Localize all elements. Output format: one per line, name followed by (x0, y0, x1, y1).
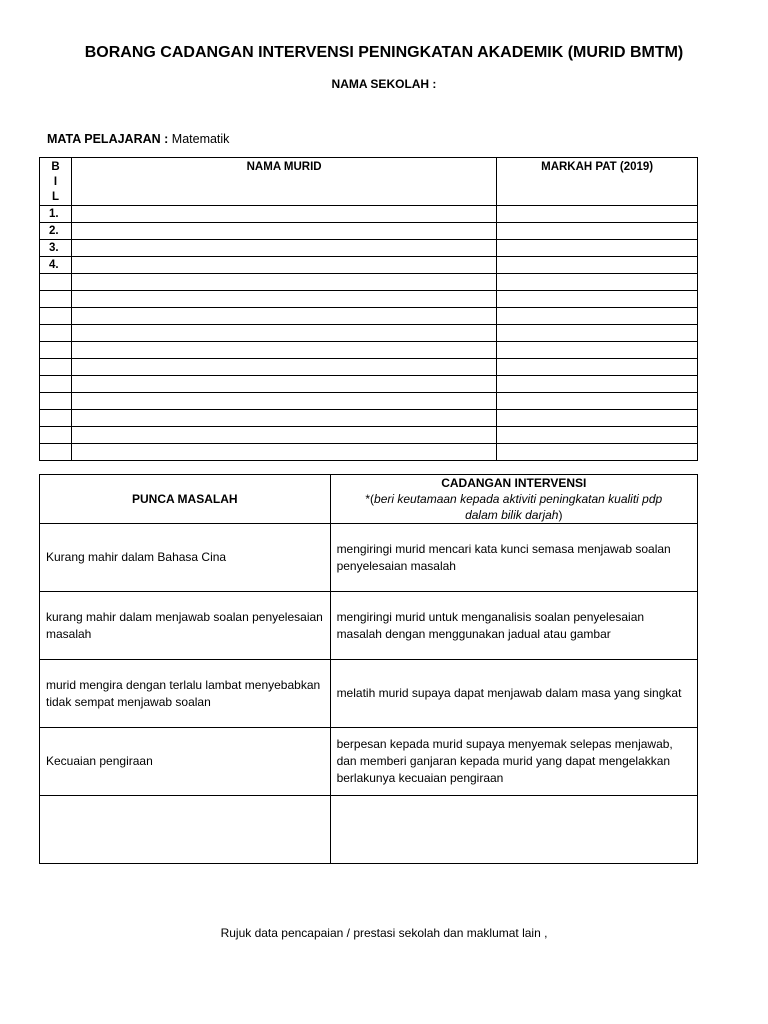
row-number-cell (40, 410, 72, 427)
col-cause-header: PUNCA MASALAH (40, 475, 331, 524)
footer-note: Rujuk data pencapaian / prestasi sekolah dan maklumat lain , (220, 926, 548, 940)
row-number-cell: 3. (40, 240, 72, 257)
student-table-header (40, 158, 698, 206)
student-mark-cell[interactable] (497, 223, 698, 240)
intervention-cell: mengiringi murid mencari kata kunci semasa menjawab soalan penyelesaian masalah (330, 524, 697, 592)
student-name-cell[interactable] (71, 393, 496, 410)
row-number-cell (40, 376, 72, 393)
row-number-cell: 4. (40, 257, 72, 274)
student-row (40, 291, 698, 308)
student-row (40, 206, 698, 223)
subject-line (47, 132, 229, 146)
student-table (39, 157, 698, 461)
form-title: BORANG CADANGAN INTERVENSI PENINGKATAN AKADEMIK (MURID BMTM) (84, 44, 684, 61)
student-mark-cell[interactable] (497, 444, 698, 461)
student-row (40, 427, 698, 444)
student-mark-cell[interactable] (497, 291, 698, 308)
student-name-cell[interactable] (71, 410, 496, 427)
intervention-row (40, 660, 698, 728)
cause-cell: kurang mahir dalam menjawab soalan penyelesaian masalah (40, 592, 331, 660)
subject-value: Matematik (171, 132, 230, 146)
row-number-cell: 1. (40, 206, 72, 223)
student-name-cell[interactable] (71, 206, 496, 223)
student-mark-cell[interactable] (497, 427, 698, 444)
row-number-cell (40, 325, 72, 342)
student-row (40, 359, 698, 376)
intervention-row (40, 796, 698, 864)
student-mark-cell[interactable] (497, 325, 698, 342)
student-name-cell[interactable] (71, 444, 496, 461)
cause-cell (40, 796, 331, 864)
intervention-cell: mengiringi murid untuk menganalisis soalan penyelesaian masalah dengan menggunakan jadual atau gambar (330, 592, 697, 660)
student-mark-cell[interactable] (497, 240, 698, 257)
intervention-cell: melatih murid supaya dapat menjawab dalam masa yang singkat (330, 660, 697, 728)
intervention-table (39, 474, 698, 864)
row-number-cell (40, 291, 72, 308)
student-name-cell[interactable] (71, 342, 496, 359)
student-mark-cell[interactable] (497, 376, 698, 393)
student-row (40, 308, 698, 325)
student-row (40, 342, 698, 359)
col-mark-header: MARKAH PAT (2019) (497, 158, 698, 206)
intervention-header-title: CADANGAN INTERVENSI (441, 476, 587, 490)
student-row (40, 223, 698, 240)
col-name-header: NAMA MURID (71, 158, 496, 206)
student-row (40, 444, 698, 461)
student-mark-cell[interactable] (497, 410, 698, 427)
student-name-cell[interactable] (71, 359, 496, 376)
row-number-cell (40, 393, 72, 410)
student-name-cell[interactable] (71, 325, 496, 342)
student-name-cell[interactable] (71, 240, 496, 257)
student-name-cell[interactable] (71, 308, 496, 325)
student-row (40, 274, 698, 291)
cause-cell: murid mengira dengan terlalu lambat menyebabkan tidak sempat menjawab soalan (40, 660, 331, 728)
row-number-cell: 2. (40, 223, 72, 240)
row-number-cell (40, 308, 72, 325)
student-row (40, 325, 698, 342)
cause-cell: Kecuaian pengiraan (40, 728, 331, 796)
row-number-cell (40, 427, 72, 444)
col-intervention-header (330, 475, 697, 524)
subject-label: MATA PELAJARAN : (47, 132, 169, 146)
intervention-header-note: *(beri keutamaan kepada aktiviti peningkatan kualiti pdp dalam bilik darjah) (365, 492, 663, 522)
row-number-cell (40, 444, 72, 461)
student-row (40, 410, 698, 427)
intervention-row (40, 524, 698, 592)
col-bil-header: BIL (40, 158, 72, 206)
student-mark-cell[interactable] (497, 393, 698, 410)
student-mark-cell[interactable] (497, 206, 698, 223)
student-mark-cell[interactable] (497, 359, 698, 376)
student-mark-cell[interactable] (497, 342, 698, 359)
student-name-cell[interactable] (71, 223, 496, 240)
intervention-row (40, 592, 698, 660)
school-name-label: NAMA SEKOLAH : (331, 77, 437, 91)
student-mark-cell[interactable] (497, 274, 698, 291)
row-number-cell (40, 359, 72, 376)
student-name-cell[interactable] (71, 291, 496, 308)
intervention-table-header (40, 475, 698, 524)
student-name-cell[interactable] (71, 427, 496, 444)
student-row (40, 240, 698, 257)
student-mark-cell[interactable] (497, 308, 698, 325)
intervention-cell: berpesan kepada murid supaya menyemak selepas menjawab, dan memberi ganjaran kepada murid yang dapat mengelakkan berlakunya kecuaian pengiraan (330, 728, 697, 796)
student-row (40, 257, 698, 274)
student-row (40, 393, 698, 410)
student-mark-cell[interactable] (497, 257, 698, 274)
row-number-cell (40, 274, 72, 291)
intervention-cell (330, 796, 697, 864)
student-row (40, 376, 698, 393)
student-name-cell[interactable] (71, 257, 496, 274)
cause-cell: Kurang mahir dalam Bahasa Cina (40, 524, 331, 592)
row-number-cell (40, 342, 72, 359)
student-name-cell[interactable] (71, 376, 496, 393)
intervention-row (40, 728, 698, 796)
student-name-cell[interactable] (71, 274, 496, 291)
